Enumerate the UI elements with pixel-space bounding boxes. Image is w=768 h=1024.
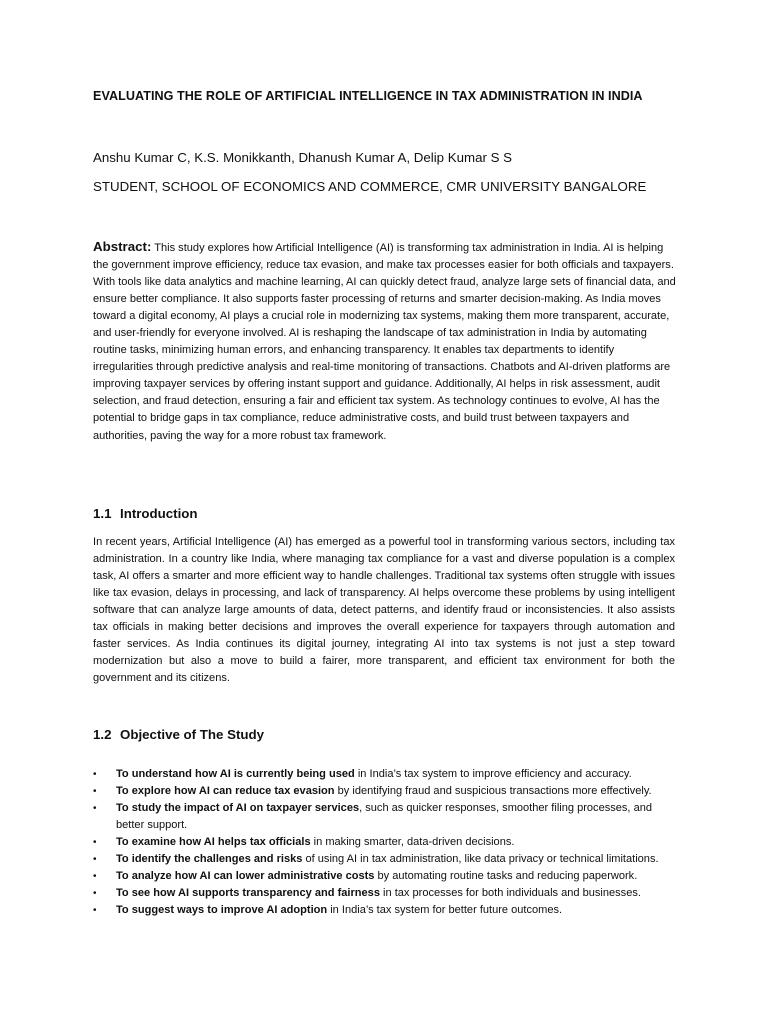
- objective-text: in India’s tax system to improve efficiency and accuracy.: [354, 768, 632, 780]
- list-item: [93, 902, 683, 919]
- list-item: [93, 800, 683, 834]
- bullet-icon: •: [93, 854, 97, 866]
- objective-lead: To explore how AI can reduce tax evasion: [116, 785, 335, 798]
- author-affiliation: STUDENT, SCHOOL OF ECONOMICS AND COMMERCE, CMR UNIVERSITY BANGALORE: [93, 179, 647, 194]
- author-list: Anshu Kumar C, K.S. Monikkanth, Dhanush Kumar A, Delip Kumar S S: [93, 150, 513, 165]
- bullet-icon: •: [93, 905, 97, 917]
- list-item: [93, 766, 683, 783]
- paper-title: EVALUATING THE ROLE OF ARTIFICIAL INTELLIGENCE IN TAX ADMINISTRATION IN INDIA: [93, 89, 643, 103]
- bullet-icon: •: [93, 871, 97, 883]
- objective-text: in making smarter, data-driven decisions.: [310, 836, 515, 849]
- objective-lead: To examine how AI helps tax officials: [116, 836, 311, 849]
- abstract-paragraph: [93, 238, 677, 445]
- bullet-icon: •: [93, 786, 97, 798]
- section-number: 1.2: [93, 727, 112, 742]
- list-item: [93, 783, 683, 800]
- abstract-text: This study explores how Artificial Intelligence (AI) is transforming tax administration in India. AI is helping the government improve efficiency, reduce tax evasion, and make tax processes easier for both officials and taxpayers. With tools like data analytics and machine learning, AI can quickly detect fraud, analyze large sets of financial data, and ensure better compliance. It also supports faster processing of returns and smarter decision-making. As India moves toward a digital economy, AI plays a crucial role in modernizing tax systems, making them more transparent, accurate, and user-friendly for everyone involved. AI is reshaping the landscape of tax administration in India by automating routine tasks, minimizing human errors, and enhancing transparency. It enables tax departments to identify irregularities through predictive analysis and real-time monitoring of transactions. Chatbots and AI-driven platforms are improving taxpayer services by offering instant support and guidance. Additionally, AI helps in risk assessment, audit selection, and fraud detection, ensuring a fair and efficient tax system. As technology continues to evolve, AI has the potential to bridge gaps in tax compliance, reduce administrative costs, and build trust between taxpayers and authorities, paving the way for a more robust tax framework.: [93, 242, 676, 442]
- list-item: [93, 885, 683, 902]
- section-heading-introduction: [93, 506, 198, 521]
- objective-lead: To understand how AI is currently being used: [116, 768, 355, 780]
- objective-text: of using AI in tax administration, like data privacy or technical limitations.: [302, 853, 659, 866]
- objective-lead: To suggest ways to improve AI adoption: [116, 904, 328, 917]
- list-item: [93, 851, 683, 868]
- objective-text: by identifying fraud and suspicious transactions more effectively.: [334, 785, 652, 798]
- section-heading-objective: [93, 727, 264, 742]
- objective-text: in India’s tax system for better future outcomes.: [327, 904, 563, 917]
- objective-lead: To see how AI supports transparency and fairness: [116, 887, 380, 900]
- objective-text: in tax processes for both individuals and businesses.: [379, 887, 641, 900]
- introduction-paragraph: In recent years, Artificial Intelligence (AI) has emerged as a powerful tool in transforming various sectors, including tax administration. In a country like India, where managing tax compliance for a vast and diverse population is a complex task, AI offers a smarter and more efficient way to handle challenges. Traditional tax systems often struggle with issues like tax evasion, delays in processing, and lack of transparency. AI helps overcome these problems by using intelligent software that can analyze large amounts of data, detect patterns, and identify fraud or inconsistencies. It also assists tax officials in making better decisions and improves the overall experience for taxpayers through automation and faster services. As India continues its digital journey, integrating AI into tax systems is not just a step toward modernization but also a move to build a fairer, more transparent, and efficient tax environment for both the government and its citizens.: [93, 536, 675, 685]
- bullet-icon: •: [93, 769, 97, 780]
- objective-text: by automating routine tasks and reducing paperwork.: [374, 870, 638, 883]
- bullet-icon: •: [93, 837, 97, 849]
- objectives-list: [93, 766, 683, 919]
- list-item: [93, 834, 683, 851]
- section-title: Objective of The Study: [120, 727, 265, 742]
- section-number: 1.1: [93, 506, 112, 521]
- bullet-icon: •: [93, 803, 97, 815]
- objective-lead: To study the impact of AI on taxpayer services: [116, 802, 360, 815]
- bullet-icon: •: [93, 888, 97, 900]
- objective-lead: To identify the challenges and risks: [116, 853, 303, 866]
- abstract-label: Abstract:: [93, 239, 152, 254]
- objective-lead: To analyze how AI can lower administrative costs: [116, 870, 375, 883]
- section-title: Introduction: [120, 506, 198, 521]
- objective-text: , such as quicker responses, smoother filing processes, and better support.: [116, 802, 652, 832]
- list-item: [93, 868, 683, 885]
